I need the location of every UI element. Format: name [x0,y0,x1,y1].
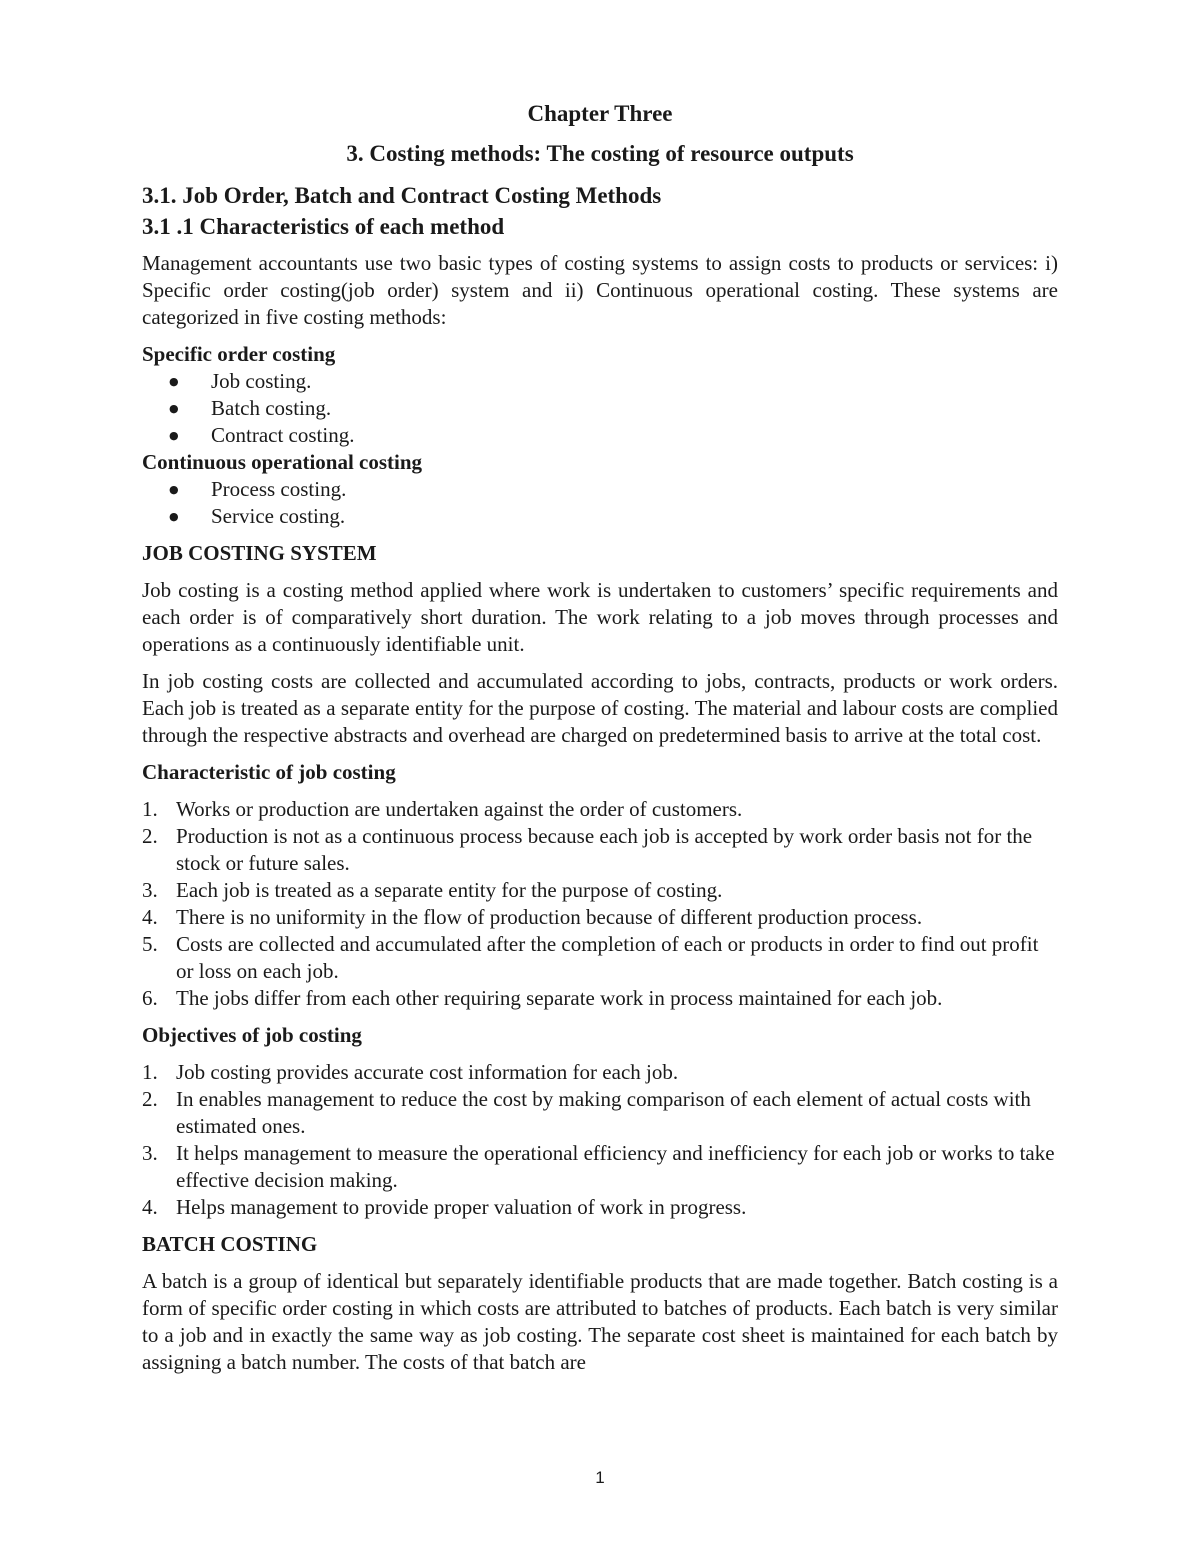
chapter-title: Chapter Three [527,101,673,126]
list-text: Each job is treated as a separate entity for the purpose of costing. [176,878,723,902]
list-number: 3. [142,878,158,902]
list-text: There is no uniformity in the flow of production because of different production process. [176,905,923,929]
continuous-list [142,476,1058,530]
list-text: Works or production are undertaken against the order of customers. [176,797,743,821]
objectives-list [142,1059,1058,1221]
specific-order-list [142,368,1058,449]
list-text: Costs are collected and accumulated after the completion of each or products in order to find out profit or loss on each job. [176,932,1039,983]
list-number: 3. [142,1141,158,1165]
characteristics-heading: Characteristic of job costing [142,760,396,784]
list-text: It helps management to measure the operational efficiency and inefficiency for each job or works to take effective decision making. [176,1141,1055,1192]
objectives-heading: Objectives of job costing [142,1023,362,1047]
list-number: 4. [142,905,158,929]
list-item [142,985,1058,1012]
list-item [142,904,1058,931]
list-item [142,1140,1058,1194]
section-title: 3. Costing methods: The costing of resource outputs [346,141,854,166]
specific-order-label: Specific order costing [142,342,336,366]
list-number: 6. [142,986,158,1010]
document-page [142,98,1058,1376]
list-text: Production is not as a continuous process because each job is accepted by work order basis not for the stock or future sales. [176,824,1033,875]
list-item [142,931,1058,985]
list-item [142,877,1058,904]
characteristics-list [142,796,1058,1012]
list-text: Helps management to provide proper valuation of work in progress. [176,1195,747,1219]
list-text: In enables management to reduce the cost by making comparison of each element of actual costs with estimated ones. [176,1087,1031,1138]
list-item [142,796,1058,823]
list-number: 1. [142,797,158,821]
job-costing-paragraph-2: In job costing costs are collected and accumulated according to jobs, contracts, products or work orders. Each job is treated as a separate entity for the purpose of costing. The material and labour costs are complied through the respective abstracts and overhead are charged on predetermined basis to arrive at the total cost. [142,669,1058,747]
list-number: 2. [142,824,158,848]
batch-costing-heading: BATCH COSTING [142,1232,318,1256]
list-item: ● Contract costing. [142,422,1058,449]
list-number: 5. [142,932,158,956]
list-number: 2. [142,1087,158,1111]
subsubsection-title: 3.1 .1 Characteristics of each method [142,214,505,239]
list-item [142,1086,1058,1140]
list-number: 1. [142,1060,158,1084]
list-item: ● Process costing. [142,476,1058,503]
subsection-title: 3.1. Job Order, Batch and Contract Costing Methods [142,183,662,208]
list-text: The jobs differ from each other requiring separate work in process maintained for each job. [176,986,943,1010]
job-costing-paragraph-1: Job costing is a costing method applied where work is undertaken to customers’ specific requirements and each order is of comparatively short duration. The work relating to a job moves through processes and operations as a continuously identifiable unit. [142,578,1058,656]
intro-paragraph: Management accountants use two basic types of costing systems to assign costs to products or services: i) Specific order costing(job order) system and ii) Continuous operational costing. These systems are categorized in five costing methods: [142,251,1058,329]
batch-costing-paragraph: A batch is a group of identical but separately identifiable products that are made together. Batch costing is a form of specific order costing in which costs are attributed to batches of products. Each batch is very similar to a job and in exactly the same way as job costing. The separate cost sheet is maintained for each batch by assigning a batch number. The costs of that batch are [142,1269,1058,1374]
list-item [142,1194,1058,1221]
list-item [142,1059,1058,1086]
list-item: ● Service costing. [142,503,1058,530]
list-text: Job costing provides accurate cost information for each job. [176,1060,679,1084]
list-number: 4. [142,1195,158,1219]
list-item: ● Batch costing. [142,395,1058,422]
page-number: 1 [595,1468,605,1487]
list-item: ● Job costing. [142,368,1058,395]
continuous-label: Continuous operational costing [142,450,423,474]
job-costing-heading: JOB COSTING SYSTEM [142,541,377,565]
list-item [142,823,1058,877]
